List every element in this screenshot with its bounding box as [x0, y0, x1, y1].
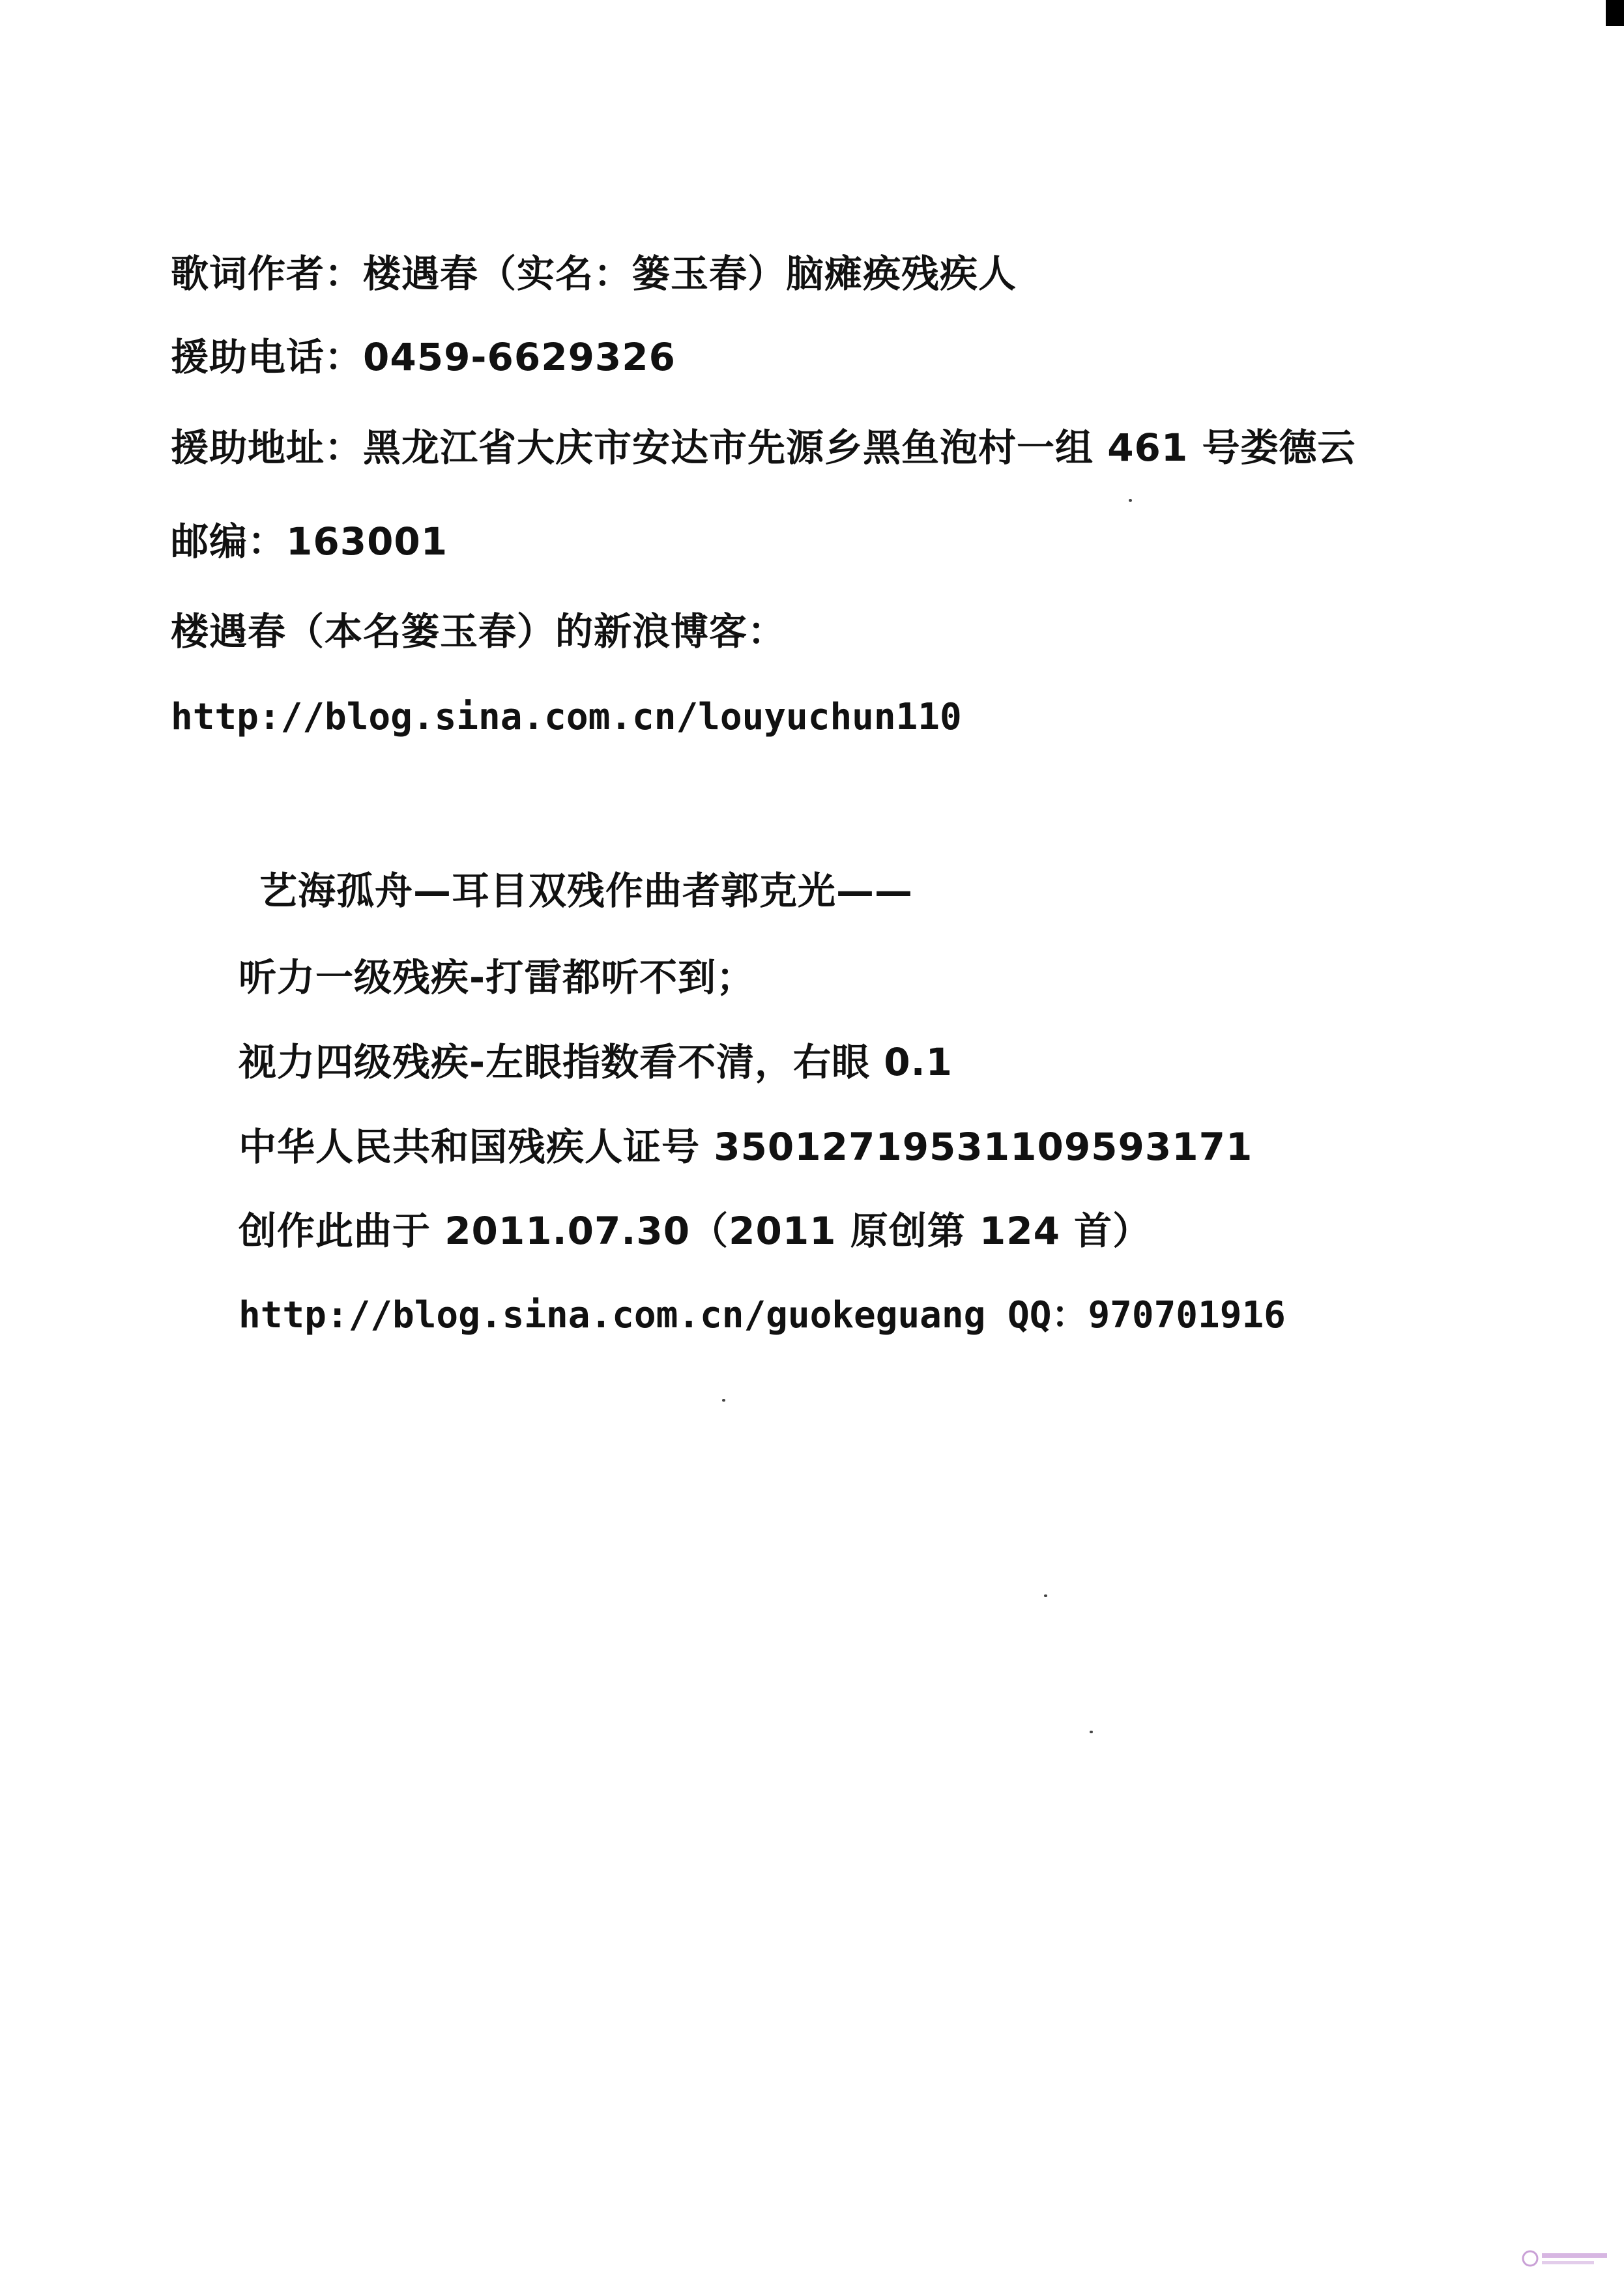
scan-corner-mark	[1606, 0, 1624, 26]
postcode-line: 邮编：163001	[171, 519, 448, 564]
lyricist-line: 歌词作者：楼遇春（实名：篓玉春）脑瘫痪残疾人	[171, 252, 1017, 296]
scan-speck	[1044, 1594, 1047, 1597]
scan-speck	[1090, 1731, 1093, 1733]
scan-speck	[722, 1399, 725, 1402]
address-line: 援助地址：黑龙江省大庆市安达市先源乡黑鱼泡村一组 461 号娄德云	[171, 425, 1356, 470]
blog-label-line: 楼遇春（本名篓玉春）的新浪博客：	[171, 609, 787, 654]
certificate-line: 中华人民共和国残疾人证号 35012719531109593171	[239, 1125, 1253, 1169]
scan-speck	[1129, 499, 1132, 502]
vision-line: 视力四级残疾-左眼指数看不清，右眼 0.1	[239, 1040, 953, 1084]
site-watermark-logo	[1521, 2245, 1612, 2271]
lyricist-blog-url: http://blog.sina.com.cn/louyuchun110	[171, 696, 962, 738]
hearing-line: 听力一级残疾-打雷都听不到；	[239, 955, 755, 1000]
phone-line: 援助电话：0459-6629326	[171, 335, 676, 379]
created-line: 创作此曲于 2011.07.30（2011 原创第 124 首）	[239, 1209, 1152, 1253]
composer-contact-line: http://blog.sina.com.cn/guokeguang QQ：970701916	[239, 1294, 1286, 1336]
composer-title: 艺海孤舟—耳目双残作曲者郭克光——	[259, 869, 914, 913]
